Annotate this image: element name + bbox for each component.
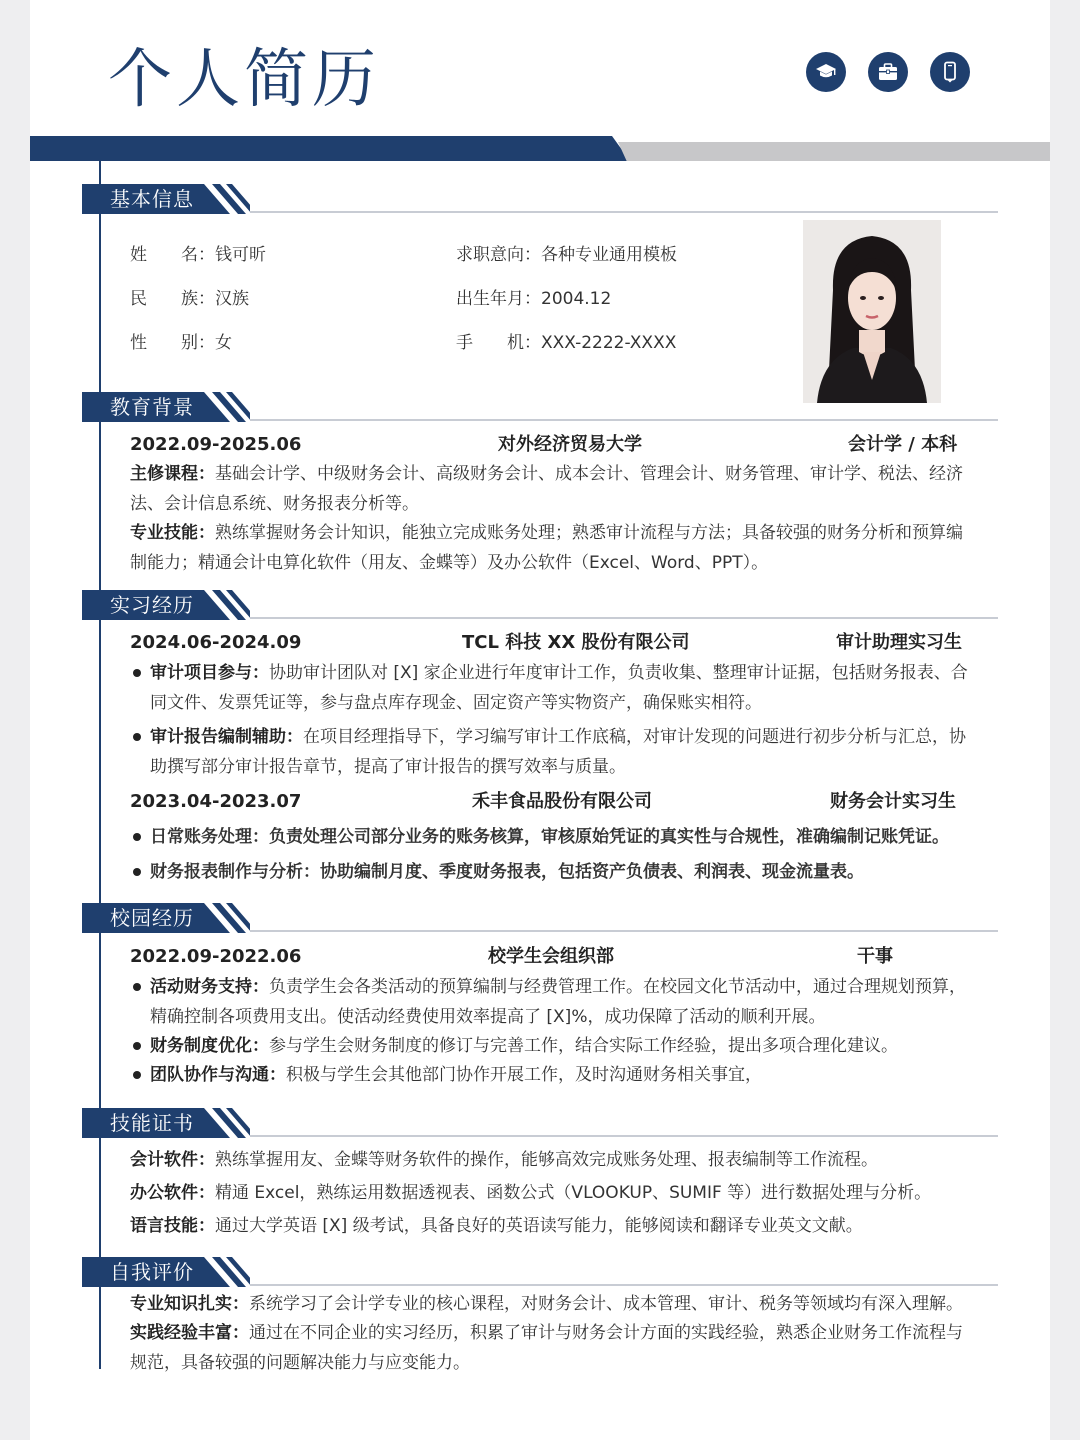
- list-item: [130, 1146, 976, 1176]
- timeline-line: [99, 161, 101, 1369]
- birth-value: 2004.12: [541, 289, 612, 309]
- campus-date: 2022.09-2022.06: [130, 946, 302, 967]
- list-item: [130, 972, 976, 1032]
- section-rule: [250, 1135, 998, 1137]
- list-item: [130, 1060, 976, 1090]
- item-text: 参与学生会财务制度的修订与完善工作，结合实际工作经验，提出多项合理化建议。: [269, 1036, 898, 1056]
- item-label: 审计报告编制辅助：: [150, 727, 303, 747]
- item-text: 协助编制月度、季度财务报表，包括资产负债表、利润表、现金流量表。: [320, 862, 864, 882]
- objective-value: 各种专业通用模板: [541, 245, 677, 265]
- item-text: 熟练掌握用友、金蝶等财务软件的操作，能够高效完成账务处理、报表编制等工作流程。: [215, 1150, 878, 1170]
- section-header-self: [82, 1257, 998, 1287]
- field-label: 性 别：: [130, 333, 215, 353]
- list-item: [130, 1031, 976, 1061]
- courses-paragraph: [130, 460, 976, 519]
- item-label: 财务报表制作与分析：: [150, 862, 320, 882]
- field-gender: [130, 332, 232, 354]
- job-date: 2024.06-2024.09: [130, 632, 302, 653]
- field-phone: [456, 332, 676, 354]
- phone-value: XXX-2222-XXXX: [541, 333, 677, 353]
- job-row: [130, 790, 976, 814]
- job-date: 2023.04-2023.07: [130, 791, 302, 812]
- item-text: 在项目经理指导下，学习编写审计工作底稿，对审计发现的问题进行初步分析与汇总，协助撰写部分审计报告章节，提高了审计报告的撰写效率与质量。: [150, 727, 966, 777]
- item-label: 语言技能：: [130, 1216, 215, 1236]
- section-title: 自我评价: [110, 1260, 194, 1284]
- item-label: 活动财务支持：: [150, 977, 269, 997]
- item-label: 实践经验丰富：: [130, 1323, 249, 1343]
- item-label: 审计项目参与：: [150, 663, 269, 683]
- item-label: 团队协作与沟通：: [150, 1065, 286, 1085]
- section-rule: [250, 1284, 998, 1286]
- item-text: 通过大学英语 [X] 级考试，具备良好的英语读写能力，能够阅读和翻译专业英文文献。: [215, 1216, 863, 1236]
- field-label: 民 族：: [130, 289, 215, 309]
- job-company: 禾丰食品股份有限公司: [472, 791, 652, 812]
- section-header-basic: [82, 184, 998, 214]
- campus-role: 干事: [857, 946, 893, 967]
- education-date: 2022.09-2025.06: [130, 434, 302, 455]
- field-label: 求职意向：: [456, 245, 541, 265]
- field-name: [130, 244, 266, 266]
- list-item: [130, 1212, 976, 1242]
- nation-value: 汉族: [215, 289, 249, 309]
- section-header-internship: [82, 590, 998, 620]
- field-objective: [456, 244, 677, 266]
- pro-skills-label: 专业技能：: [130, 523, 215, 543]
- item-text: 系统学习了会计学专业的核心课程，对财务会计、成本管理、审计、税务等领域均有深入理解。: [249, 1294, 963, 1314]
- section-rule: [250, 419, 998, 421]
- header-icons: [806, 52, 970, 92]
- section-title: 实习经历: [110, 593, 194, 617]
- education-major: 会计学 / 本科: [848, 434, 958, 455]
- briefcase-icon: [868, 52, 908, 92]
- item-label: 办公软件：: [130, 1183, 215, 1203]
- item-text: 负责处理公司部分业务的账务核算，审核原始凭证的真实性与合规性，准确编制记账凭证。: [269, 827, 949, 847]
- job-row: [130, 631, 976, 655]
- item-label: 日常账务处理：: [150, 827, 269, 847]
- courses-label: 主修课程：: [130, 464, 215, 484]
- phone-icon: [930, 52, 970, 92]
- item-text: 协助审计团队对 [X] 家企业进行年度审计工作，负责收集、整理审计证据，包括财务报表、合同文件、发票凭证等，参与盘点库存现金、固定资产等实物资产，确保账实相符。: [150, 663, 968, 713]
- item-text: 精通 Excel，熟练运用数据透视表、函数公式（VLOOKUP、SUMIF 等）进行数据处理与分析。: [215, 1183, 932, 1203]
- section-title: 校园经历: [110, 906, 194, 930]
- list-item: [130, 1290, 976, 1320]
- page-title: 个人简历: [108, 43, 380, 117]
- item-label: 财务制度优化：: [150, 1036, 269, 1056]
- section-title: 基本信息: [110, 187, 194, 211]
- section-rule: [250, 930, 998, 932]
- item-text: 积极与学生会其他部门协作开展工作，及时沟通财务相关事宜，: [286, 1065, 762, 1085]
- list-item: [130, 658, 976, 718]
- job-role: 财务会计实习生: [830, 791, 956, 812]
- section-header-campus: [82, 903, 998, 933]
- campus-org: 校学生会组织部: [488, 946, 614, 967]
- list-item: [130, 857, 976, 887]
- header-bar-gray: [618, 142, 1050, 161]
- field-label: 出生年月：: [456, 289, 541, 309]
- item-text: 负责学生会各类活动的预算编制与经费管理工作。在校园文化节活动中，通过合理规划预算，精确控制各项费用支出。使活动经费使用效率提高了 [X]%，成功保障了活动的顺利开展。: [150, 977, 966, 1027]
- profile-photo: [803, 220, 941, 403]
- item-text: 通过在不同企业的实习经历，积累了审计与财务会计方面的实践经验，熟悉企业财务工作流程与规范，具备较强的问题解决能力与应变能力。: [130, 1323, 963, 1373]
- list-item: [130, 1319, 976, 1378]
- field-birth: [456, 288, 611, 310]
- section-rule: [250, 617, 998, 619]
- list-item: [130, 722, 976, 782]
- section-rule: [250, 211, 998, 213]
- field-label: 姓 名：: [130, 245, 215, 265]
- section-title: 教育背景: [110, 395, 194, 419]
- courses-text: 基础会计学、中级财务会计、高级财务会计、成本会计、管理会计、财务管理、审计学、税法、经济法、会计信息系统、财务报表分析等。: [130, 464, 963, 514]
- education-school: 对外经济贸易大学: [498, 434, 642, 455]
- section-title: 技能证书: [110, 1111, 194, 1135]
- graduation-cap-icon: [806, 52, 846, 92]
- gender-value: 女: [215, 333, 232, 353]
- job-role: 审计助理实习生: [836, 632, 962, 653]
- pro-skills-text: 熟练掌握财务会计知识，能独立完成账务处理；熟悉审计流程与方法；具备较强的财务分析和预算编制能力；精通会计电算化软件（用友、金蝶等）及办公软件（Excel、Word、PPT）。: [130, 523, 963, 573]
- item-label: 专业知识扎实：: [130, 1294, 249, 1314]
- section-header-skills: [82, 1108, 998, 1138]
- education-row: [130, 433, 976, 457]
- pro-skills-paragraph: [130, 519, 976, 578]
- job-company: TCL 科技 XX 股份有限公司: [462, 632, 690, 653]
- field-nation: [130, 288, 249, 310]
- item-label: 会计软件：: [130, 1150, 215, 1170]
- campus-row: [130, 945, 976, 969]
- list-item: [130, 1179, 976, 1209]
- header-bar-blue: [30, 136, 630, 161]
- field-label: 手 机：: [456, 333, 541, 353]
- name-value: 钱可昕: [215, 245, 266, 265]
- list-item: [130, 822, 976, 852]
